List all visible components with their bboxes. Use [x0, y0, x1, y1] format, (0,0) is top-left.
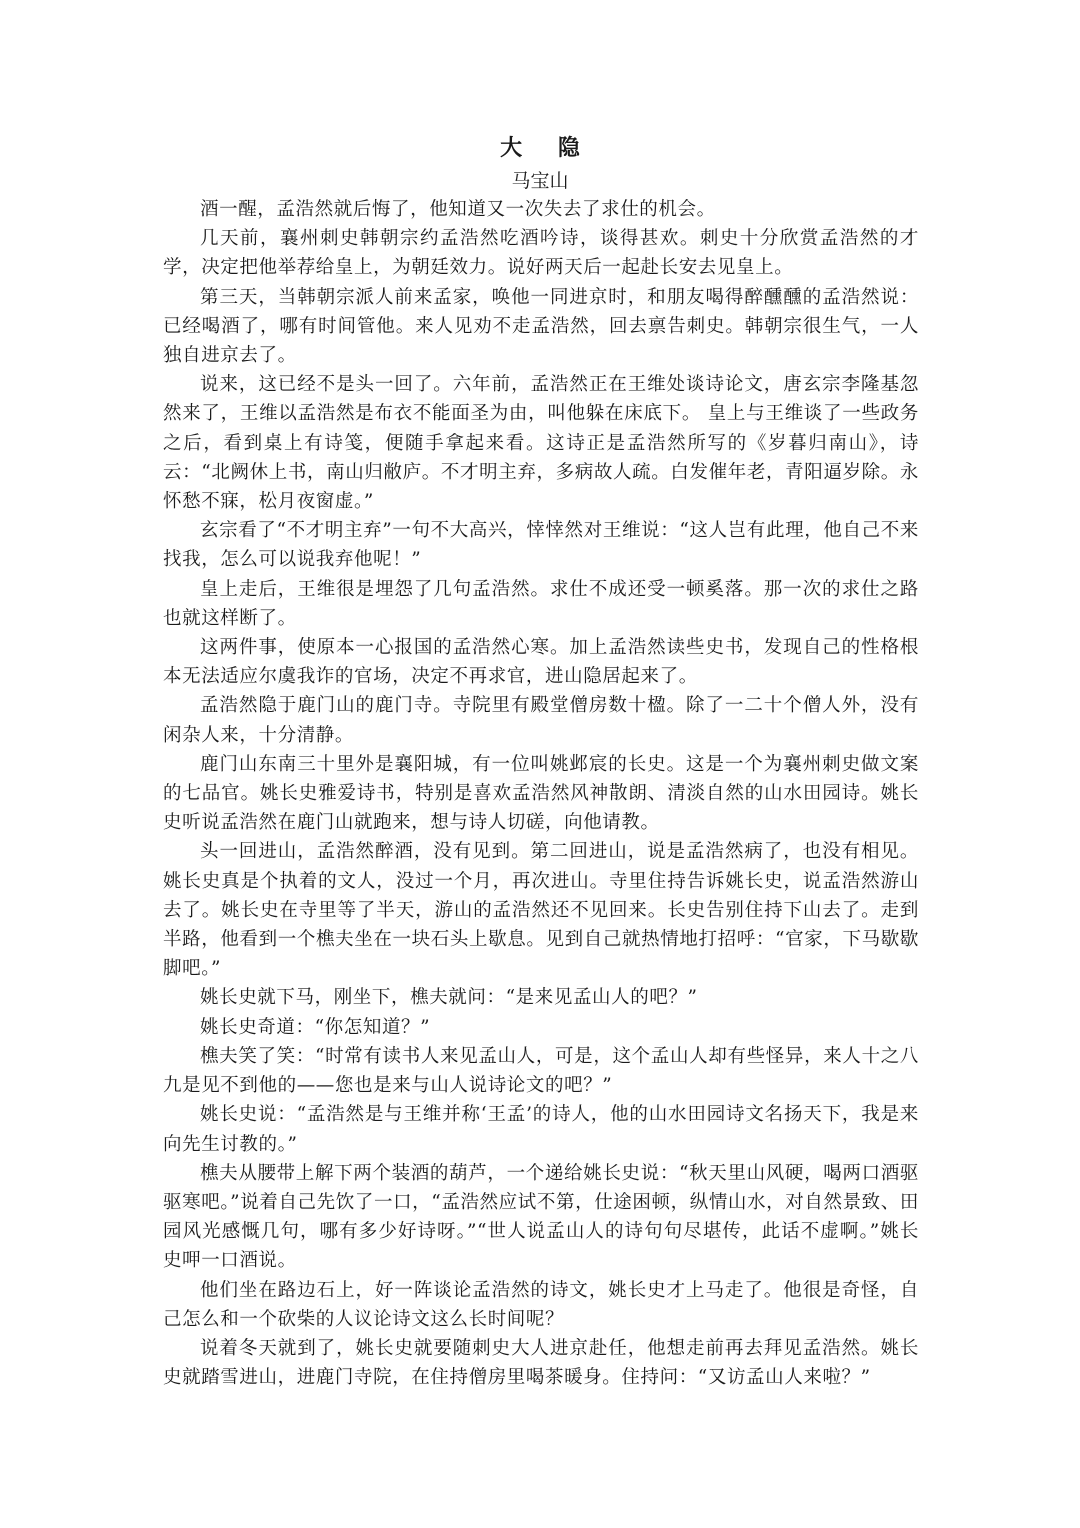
paragraph: 皇上走后，王维很是埋怨了几句孟浩然。求仕不成还受一顿奚落。那一次的求仕之路也就这样断了。: [163, 578, 919, 629]
paragraph: 酒一醒，孟浩然就后悔了，他知道又一次失去了求仕的机会。: [200, 199, 716, 220]
paragraph: 几天前，襄州刺史韩朝宗约孟浩然吃酒吟诗，谈得甚欢。刺史十分欣赏孟浩然的才学，决定把他举荐给皇上，为朝廷效力。说好两天后一起赴长安去见皇上。: [163, 228, 919, 279]
paragraph: 姚长史就下马，刚坐下，樵夫就问：“是来见孟山人的吧？”: [200, 987, 698, 1009]
paragraph: 孟浩然隐于鹿门山的鹿门寺。寺院里有殿堂僧房数十楹。除了一二十个僧人外，没有闲杂人来，十分清静。: [163, 695, 919, 746]
paragraph: 说来，这已经不是头一回了。六年前，孟浩然正在王维处谈诗论文，唐玄宗李隆基忽然来了，王维以孟浩然是布衣不能面圣为由，叫他躲在床底下。 皇上与王维谈了一些政务之后，看到桌上有诗笺，便随手拿起来看。这诗正是孟浩然所写的《岁暮归南山》，诗云：“北阙休上书，南山归敝庐。不才明主弃，多病故人疏。白发催年老，青阳逼岁除。永怀愁不寐，松月夜窗虚。”: [163, 374, 919, 513]
article-title: 大 隐: [500, 135, 594, 161]
paragraph: 樵夫笑了笑：“时常有读书人来见孟山人，可是，这个孟山人却有些怪异，来人十之八九是见不到他的——您也是来与山人说诗论文的吧？”: [163, 1045, 919, 1097]
paragraph: 说着冬天就到了，姚长史就要随刺史大人进京赴任，他想走前再去拜见孟浩然。姚长史就踏雪进山，进鹿门寺院，在住持僧房里喝茶暖身。住持问：“又访孟山人来啦？”: [163, 1337, 919, 1389]
paragraph: 头一回进山，孟浩然醉酒，没有见到。第二回进山，说是孟浩然病了，也没有相见。姚长史真是个执着的文人，没过一个月，再次进山。寺里住持告诉姚长史，说孟浩然游山去了。姚长史在寺里等了半天，游山的孟浩然还不见回来。长史告别住持下山去了。走到半路，他看到一个樵夫坐在一块石头上歇息。见到自己就热情地打招呼：“官家，下马歇歇脚吧。”: [163, 841, 919, 980]
paragraph: 鹿门山东南三十里外是襄阳城，有一位叫姚邺宸的长史。这是一个为襄州刺史做文案的七品官。姚长史雅爱诗书，特别是喜欢孟浩然风神散朗、清淡自然的山水田园诗。姚长史听说孟浩然在鹿门山就跑来，想与诗人切磋，向他请教。: [163, 753, 919, 834]
article-author: 马宝山: [511, 170, 569, 192]
paragraph: 这两件事，使原本一心报国的孟浩然心寒。加上孟浩然读些史书，发现自己的性格根本无法适应尔虞我诈的官场，决定不再求官，进山隐居起来了。: [163, 637, 919, 688]
paragraph: 他们坐在路边石上，好一阵谈论孟浩然的诗文，姚长史才上马走了。他很是奇怪，自己怎么和一个砍柴的人议论诗文这么长时间呢？: [163, 1279, 919, 1330]
paragraph: 姚长史奇道：“你怎知道？”: [200, 1016, 431, 1038]
paragraph: 姚长史说：“孟浩然是与王维并称‘王孟’的诗人，他的山水田园诗文名扬天下，我是来向先生讨教的。”: [163, 1104, 919, 1155]
paragraph: 玄宗看了“不才明主弃”一句不大高兴，悻悻然对王维说：“这人岂有此理，他自己不来找我，怎么可以说我弃他呢！”: [163, 520, 919, 571]
article-body: [163, 195, 919, 1392]
paragraph: 第三天，当韩朝宗派人前来孟家，唤他一同进京时，和朋友喝得醉醺醺的孟浩然说：已经喝酒了，哪有时间管他。来人见劝不走孟浩然，回去禀告刺史。韩朝宗很生气，一人独自进京去了。: [163, 286, 919, 367]
paragraph: 樵夫从腰带上解下两个装酒的葫芦，一个递给姚长史说：“秋天里山风硬，喝两口酒驱驱寒吧。”说着自己先饮了一口，“孟浩然应试不第，仕途困顿，纵情山水，对自然景致、田园风光感慨几句，哪有多少好诗呀。”“世人说孟山人的诗句句尽堪传，此话不虚啊。”姚长史呷一口酒说。: [163, 1162, 919, 1272]
